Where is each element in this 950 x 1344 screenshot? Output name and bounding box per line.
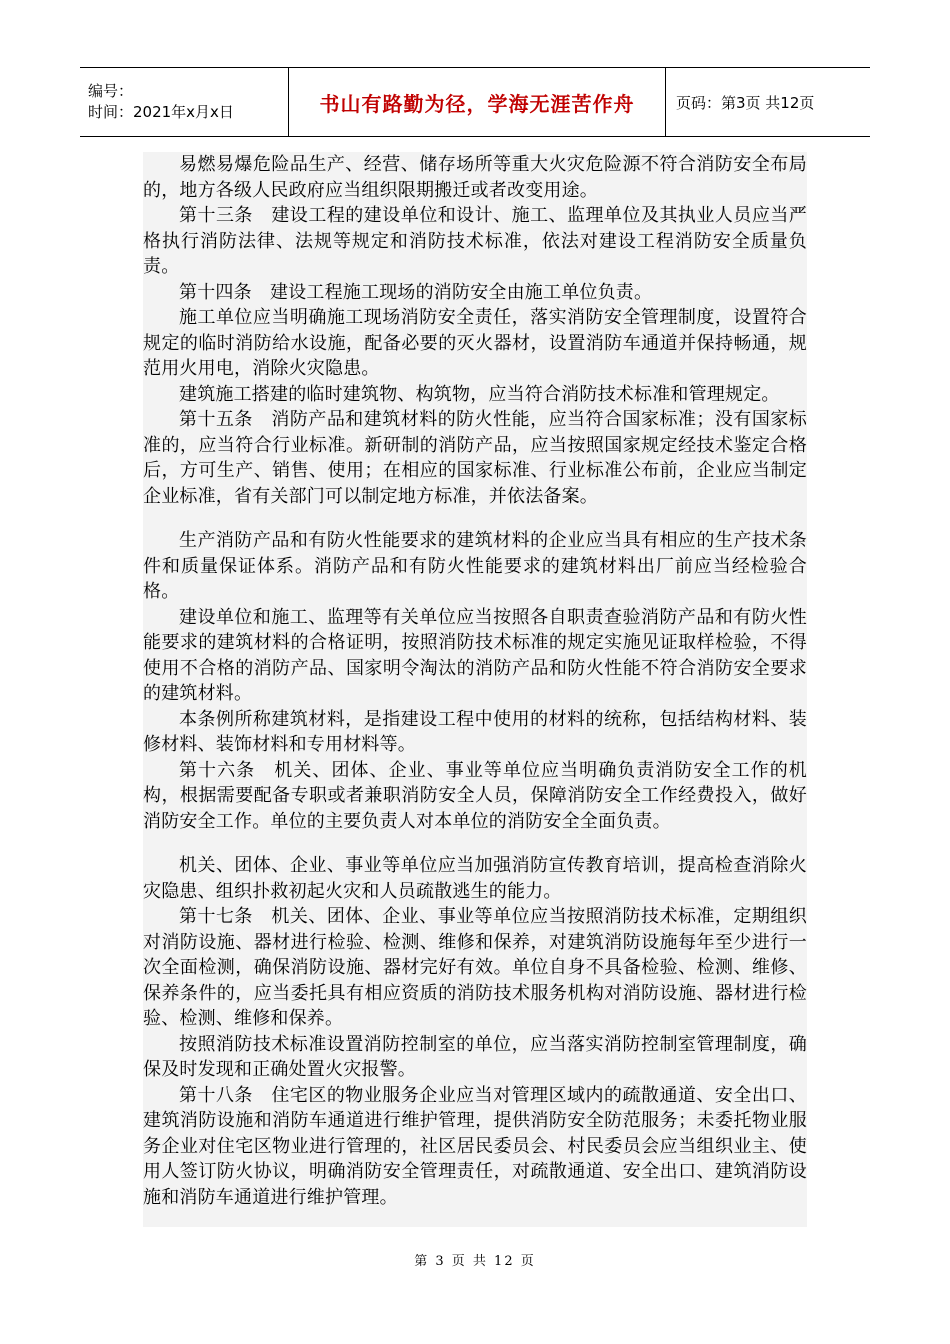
document-number-label: 编号： xyxy=(88,82,134,100)
paragraph: 施工单位应当明确施工现场消防安全责任，落实消防安全管理制度，设置符合规定的临时消防给水设施，配备必要的灭火器材，设置消防车通道并保持畅通，规范用火用电，消除火灾隐患。 xyxy=(143,307,807,379)
page-footer: 第 3 页 共 12 页 xyxy=(414,1254,536,1269)
paragraph: 机关、团体、企业、事业等单位应当加强消防宣传教育培训，提高检查消除火灾隐患、组织扑救初起火灾和人员疏散逃生的能力。 xyxy=(143,855,807,902)
paragraph: 第十四条 建设工程施工现场的消防安全由施工单位负责。 xyxy=(179,281,653,303)
paragraph: 第十三条 建设工程的建设单位和设计、施工、监理单位及其执业人员应当严格执行消防法律、法规等规定和消防技术标准，依法对建设工程消防安全质量负责。 xyxy=(143,205,807,277)
header-meta xyxy=(80,68,288,136)
header-motto: 书山有路勤为径，学海无涯苦作舟 xyxy=(319,91,635,116)
paragraph: 第十五条 消防产品和建筑材料的防火性能，应当符合国家标准；没有国家标准的，应当符合行业标准。新研制的消防产品，应当按照国家规定经技术鉴定合格后，方可生产、销售、使用；在相应的国家标准、行业标准公布前，企业应当制定企业标准，省有关部门可以制定地方标准，并依法备案。 xyxy=(143,409,807,507)
paragraph: 易燃易爆危险品生产、经营、储存场所等重大火灾危险源不符合消防安全布局的，地方各级人民政府应当组织限期搬迁或者改变用途。 xyxy=(143,154,807,201)
header-motto-cell xyxy=(288,68,666,136)
paragraph: 第十八条 住宅区的物业服务企业应当对管理区域内的疏散通道、安全出口、建筑消防设施和消防车通道进行维护管理，提供消防安全防范服务；未委托物业服务企业对住宅区物业进行管理的，社区居民委员会、村民委员会应当组织业主、使用人签订防火协议，明确消防安全管理责任，对疏散通道、安全出口、建筑消防设施和消防车通道进行维护管理。 xyxy=(143,1084,807,1208)
header-page-info: 页码：第3页 共12页 xyxy=(676,93,815,112)
paragraph: 建设单位和施工、监理等有关单位应当按照各自职责查验消防产品和有防火性能要求的建筑材料的合格证明，按照消防技术标准的规定实施见证取样检验，不得使用不合格的消防产品、国家明令淘汰的消防产品和防火性能不符合消防安全要求的建筑材料。 xyxy=(143,606,807,704)
paragraph: 本条例所称建筑材料，是指建设工程中使用的材料的统称，包括结构材料、装修材料、装饰材料和专用材料等。 xyxy=(143,708,807,755)
header-page-cell xyxy=(666,68,870,136)
document-body xyxy=(143,152,807,1227)
paragraph: 按照消防技术标准设置消防控制室的单位，应当落实消防控制室管理制度，确保及时发现和正确处置火灾报警。 xyxy=(143,1033,807,1080)
document-date: 时间：2021年x月x日 xyxy=(88,103,234,121)
paragraph: 第十六条 机关、团体、企业、事业等单位应当明确负责消防安全工作的机构，根据需要配备专职或者兼职消防安全人员，保障消防安全工作经费投入，做好消防安全工作。单位的主要负责人对本单位的消防安全全面负责。 xyxy=(143,759,807,832)
paragraph: 生产消防产品和有防火性能要求的建筑材料的企业应当具有相应的生产技术条件和质量保证体系。消防产品和有防火性能要求的建筑材料出厂前应当经检验合格。 xyxy=(143,530,807,602)
page-header xyxy=(80,67,870,137)
paragraph: 第十七条 机关、团体、企业、事业等单位应当按照消防技术标准，定期组织对消防设施、器材进行检验、检测、维修和保养，对建筑消防设施每年至少进行一次全面检测，确保消防设施、器材完好有效。单位自身不具备检验、检测、维修、保养条件的，应当委托具有相应资质的消防技术服务机构对消防设施、器材进行检验、检测、维修和保养。 xyxy=(143,906,807,1029)
paragraph: 建筑施工搭建的临时建筑物、构筑物，应当符合消防技术标准和管理规定。 xyxy=(179,383,780,405)
